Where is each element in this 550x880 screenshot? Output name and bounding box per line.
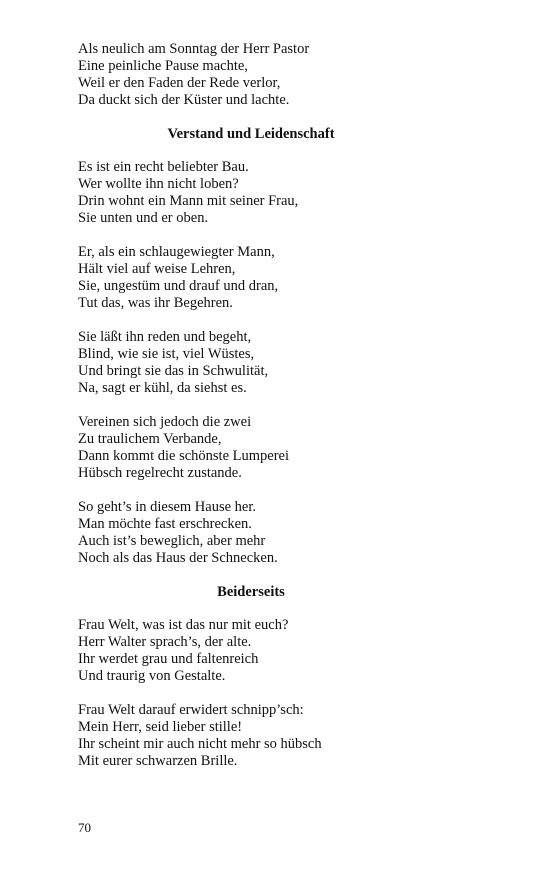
verse-line: Wer wollte ihn nicht loben? (78, 176, 239, 192)
verse-line: Herr Walter sprach’s, der alte. (78, 634, 252, 650)
page-content (78, 41, 478, 787)
verse-line: Hübsch regelrecht zustande. (78, 465, 242, 481)
poem-title: Beiderseits (217, 584, 285, 600)
stanza (78, 329, 478, 397)
verse-line: Es ist ein recht beliebter Bau. (78, 159, 249, 175)
poem-continuation (78, 41, 478, 109)
stanza (78, 41, 478, 109)
verse-line: Blind, wie sie ist, viel Wüstes, (78, 346, 255, 362)
verse-line: Als neulich am Sonntag der Herr Pastor (78, 41, 310, 57)
verse-line: Tut das, was ihr Begehren. (78, 295, 233, 311)
verse-line: Sie läßt ihn reden und begeht, (78, 329, 252, 345)
verse-line: Sie, ungestüm und drauf und dran, (78, 278, 279, 294)
stanza (78, 617, 478, 685)
verse-line: Auch ist’s beweglich, aber mehr (78, 533, 266, 549)
poem-title: Verstand und Leidenschaft (167, 126, 335, 142)
verse-line: Er, als ein schlaugewiegter Mann, (78, 244, 275, 260)
verse-line: Zu traulichem Verbande, (78, 431, 222, 447)
stanza (78, 159, 478, 227)
verse-line: Na, sagt er kühl, da siehst es. (78, 380, 247, 396)
verse-line: Mein Herr, seid lieber stille! (78, 719, 243, 735)
verse-line: So geht’s in diesem Hause her. (78, 499, 257, 515)
stanza (78, 414, 478, 482)
verse-line: Und traurig von Gestalte. (78, 668, 226, 684)
verse-line: Ihr scheint mir auch nicht mehr so hübsch (78, 736, 322, 752)
verse-line: Noch als das Haus der Schnecken. (78, 550, 278, 566)
verse-line: Frau Welt darauf erwidert schnipp’sch: (78, 702, 304, 718)
verse-line: Weil er den Faden der Rede verlor, (78, 75, 281, 91)
verse-line: Dann kommt die schönste Lumperei (78, 448, 290, 464)
verse-line: Vereinen sich jedoch die zwei (78, 414, 252, 430)
verse-line: Frau Welt, was ist das nur mit euch? (78, 617, 289, 633)
verse-line: Hält viel auf weise Lehren, (78, 261, 236, 277)
verse-line: Und bringt sie das in Schwulität, (78, 363, 269, 379)
verse-line: Sie unten und er oben. (78, 210, 209, 226)
stanza (78, 244, 478, 312)
stanza (78, 702, 478, 770)
verse-line: Mit eurer schwarzen Brille. (78, 753, 238, 769)
poem-verstand-und-leidenschaft (78, 126, 478, 567)
verse-line: Man möchte fast erschrecken. (78, 516, 252, 532)
poem-beiderseits (78, 584, 478, 770)
verse-line: Da duckt sich der Küster und lachte. (78, 92, 290, 108)
verse-line: Drin wohnt ein Mann mit seiner Frau, (78, 193, 299, 209)
page-number: 70 (78, 820, 91, 835)
stanza (78, 499, 478, 567)
verse-line: Ihr werdet grau und faltenreich (78, 651, 259, 667)
verse-line: Eine peinliche Pause machte, (78, 58, 248, 74)
